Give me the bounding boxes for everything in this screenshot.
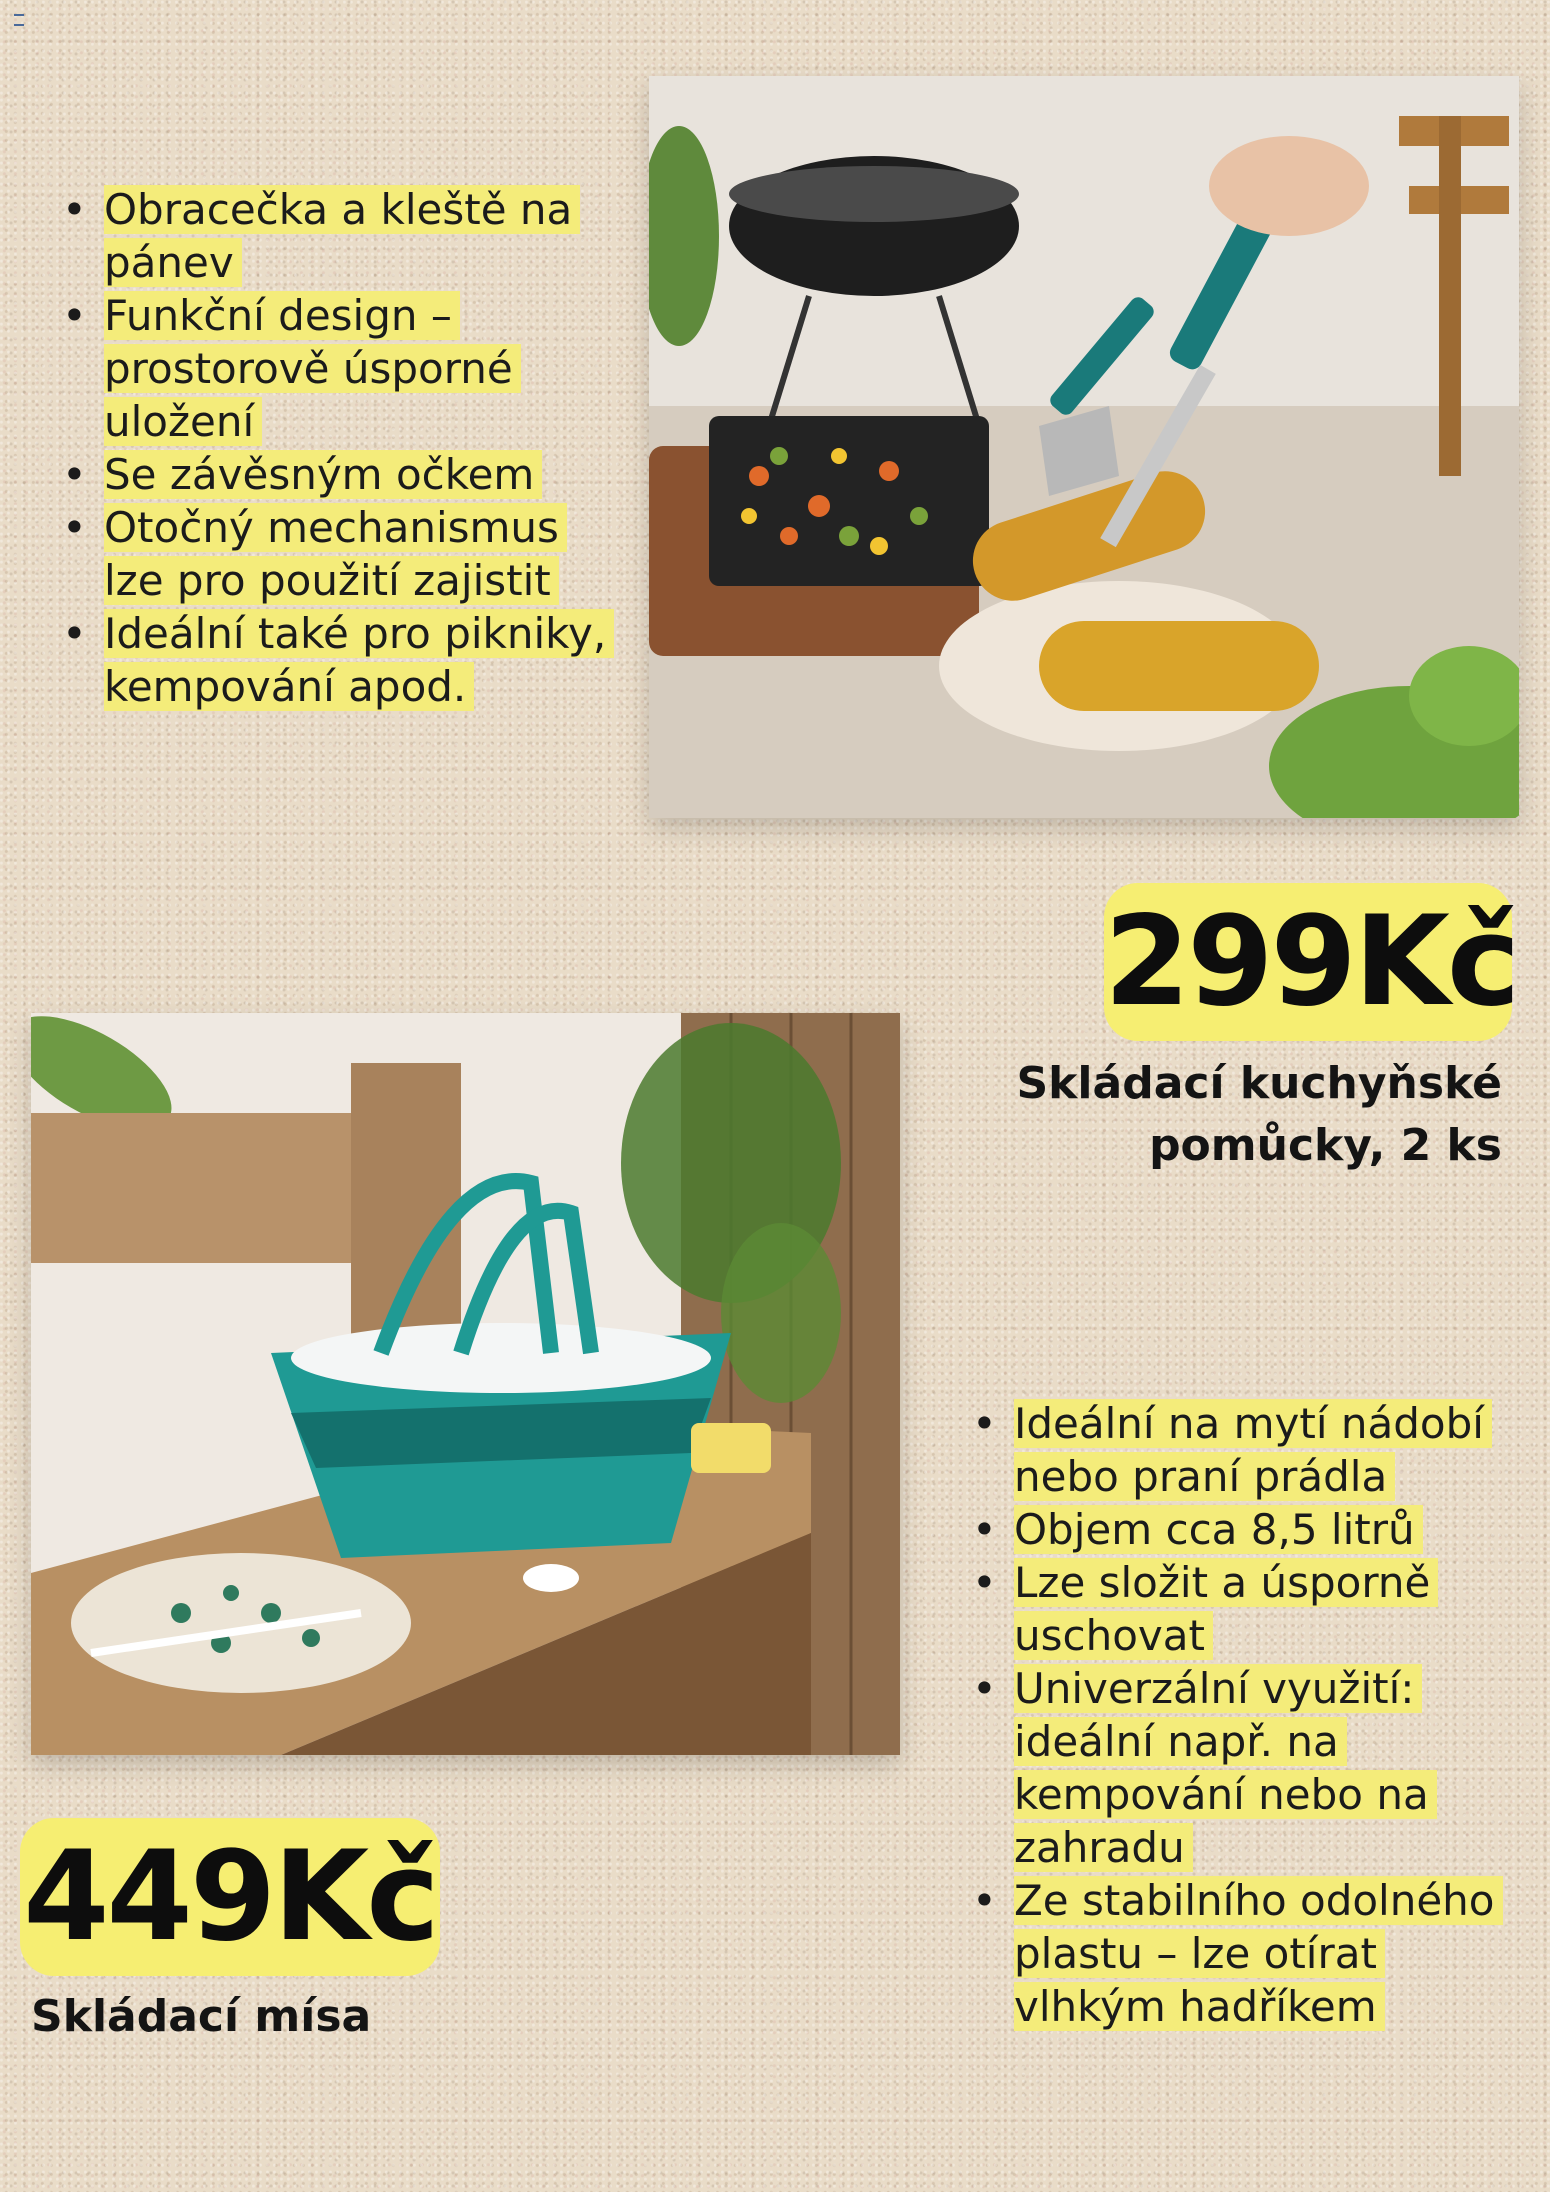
page-corner-icon	[14, 14, 24, 26]
feature-text: Otočný mechanismus lze pro použití zajistit	[104, 503, 567, 605]
product-2-feature-list	[966, 1397, 1506, 2033]
feature-item	[56, 448, 616, 501]
feature-item	[56, 183, 616, 289]
feature-item	[966, 1874, 1506, 2033]
product-title: Skládací kuchyňské pomůcky, 2 ks	[1016, 1058, 1502, 1171]
feature-text: Se závěsným očkem	[104, 450, 542, 499]
feature-text: Objem cca 8,5 litrů	[1014, 1505, 1423, 1554]
feature-item	[56, 607, 616, 713]
feature-text: Univerzální využití: ideální např. na kempování nebo na zahradu	[1014, 1664, 1437, 1872]
feature-text: Lze složit a úsporně uschovat	[1014, 1558, 1438, 1660]
feature-text: Ze stabilního odolného plastu – lze otírat vlhkým hadříkem	[1014, 1876, 1503, 2031]
product-1-feature-list	[56, 183, 616, 713]
feature-text: Ideální na mytí nádobí nebo praní prádla	[1014, 1399, 1492, 1501]
feature-item	[56, 501, 616, 607]
feature-text: Ideální také pro pikniky, kempování apod.	[104, 609, 614, 711]
feature-item	[966, 1556, 1506, 1662]
feature-text: Funkční design – prostorově úsporné uložení	[104, 291, 521, 446]
feature-text: Obracečka a kleště na pánev	[104, 185, 580, 287]
grill-utensils-photo	[649, 76, 1519, 818]
feature-item	[56, 289, 616, 448]
feature-item	[966, 1503, 1506, 1556]
product-title: Skládací mísa	[31, 1991, 372, 2042]
feature-item	[966, 1397, 1506, 1503]
feature-item	[966, 1662, 1506, 1874]
collapsible-basin-photo	[31, 1013, 900, 1755]
price-badge: 299Kč	[1104, 883, 1512, 1041]
price-badge: 449Kč	[20, 1818, 440, 1976]
